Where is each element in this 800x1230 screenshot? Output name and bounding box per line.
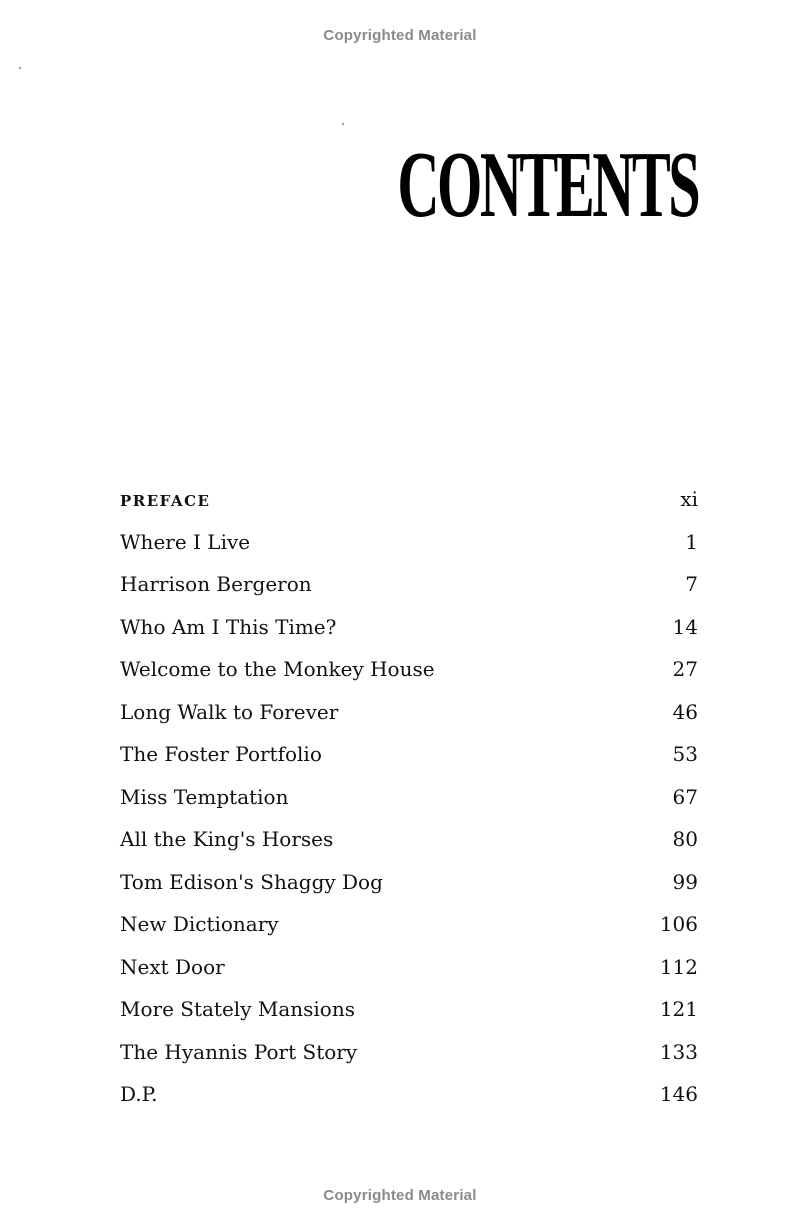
toc-entry-title: D.P. [120, 1082, 158, 1106]
toc-entry-page: 99 [672, 869, 698, 894]
toc-entry-title: The Hyannis Port Story [120, 1039, 358, 1064]
toc-entry-welcome-to-the-monkey-house[interactable] [120, 648, 698, 691]
toc-entry-the-foster-portfolio[interactable] [120, 733, 698, 776]
page-title: CONTENTS [397, 133, 698, 237]
toc-entry-page: 46 [672, 699, 698, 724]
scan-speck [19, 67, 21, 69]
toc-entry-title: Long Walk to Forever [120, 699, 339, 724]
toc-entry-title: The Foster Portfolio [120, 742, 322, 766]
toc-entry-title: Welcome to the Monkey House [120, 657, 435, 681]
copyright-watermark-top: Copyrighted Material [323, 27, 477, 44]
toc-entry-who-am-i-this-time[interactable] [120, 606, 698, 649]
toc-entry-dp[interactable] [120, 1073, 698, 1116]
toc-entry-page: xi [680, 487, 698, 511]
toc-entry-next-door[interactable] [120, 946, 698, 989]
table-of-contents [120, 478, 698, 1116]
toc-entry-page: 133 [659, 1039, 698, 1064]
scan-speck [342, 123, 344, 125]
toc-entry-miss-temptation[interactable] [120, 776, 698, 819]
toc-entry-title: More Stately Mansions [120, 997, 355, 1021]
copyright-watermark-bottom: Copyrighted Material [323, 1187, 477, 1204]
toc-entry-page: 67 [672, 784, 698, 809]
toc-entry-page: 121 [659, 997, 698, 1021]
toc-entry-title: Next Door [120, 954, 225, 979]
toc-entry-page: 53 [672, 742, 698, 766]
toc-entry-title: PREFACE [120, 492, 211, 510]
toc-entry-all-the-kings-horses[interactable] [120, 818, 698, 861]
toc-entry-page: 7 [685, 572, 698, 596]
toc-entry-page: 1 [685, 529, 698, 554]
toc-entry-page: 106 [659, 912, 698, 936]
toc-entry-title: Who Am I This Time? [120, 614, 337, 639]
toc-entry-harrison-bergeron[interactable] [120, 563, 698, 606]
toc-entry-page: 146 [659, 1082, 698, 1106]
toc-entry-title: Miss Temptation [120, 784, 289, 809]
toc-entry-preface[interactable] [120, 478, 698, 521]
toc-entry-page: 112 [659, 954, 698, 979]
toc-entry-long-walk-to-forever[interactable] [120, 691, 698, 734]
toc-entry-title: Tom Edison's Shaggy Dog [120, 869, 383, 894]
toc-entry-the-hyannis-port-story[interactable] [120, 1031, 698, 1074]
toc-entry-title: All the King's Horses [120, 827, 334, 851]
toc-entry-tom-edisons-shaggy-dog[interactable] [120, 861, 698, 904]
toc-entry-page: 80 [672, 827, 698, 851]
toc-entry-new-dictionary[interactable] [120, 903, 698, 946]
toc-entry-page: 14 [672, 614, 698, 639]
toc-entry-title: New Dictionary [120, 912, 279, 936]
toc-entry-where-i-live[interactable] [120, 521, 698, 564]
toc-entry-more-stately-mansions[interactable] [120, 988, 698, 1031]
toc-entry-title: Harrison Bergeron [120, 572, 312, 596]
toc-entry-page: 27 [672, 657, 698, 681]
toc-entry-title: Where I Live [120, 529, 251, 554]
